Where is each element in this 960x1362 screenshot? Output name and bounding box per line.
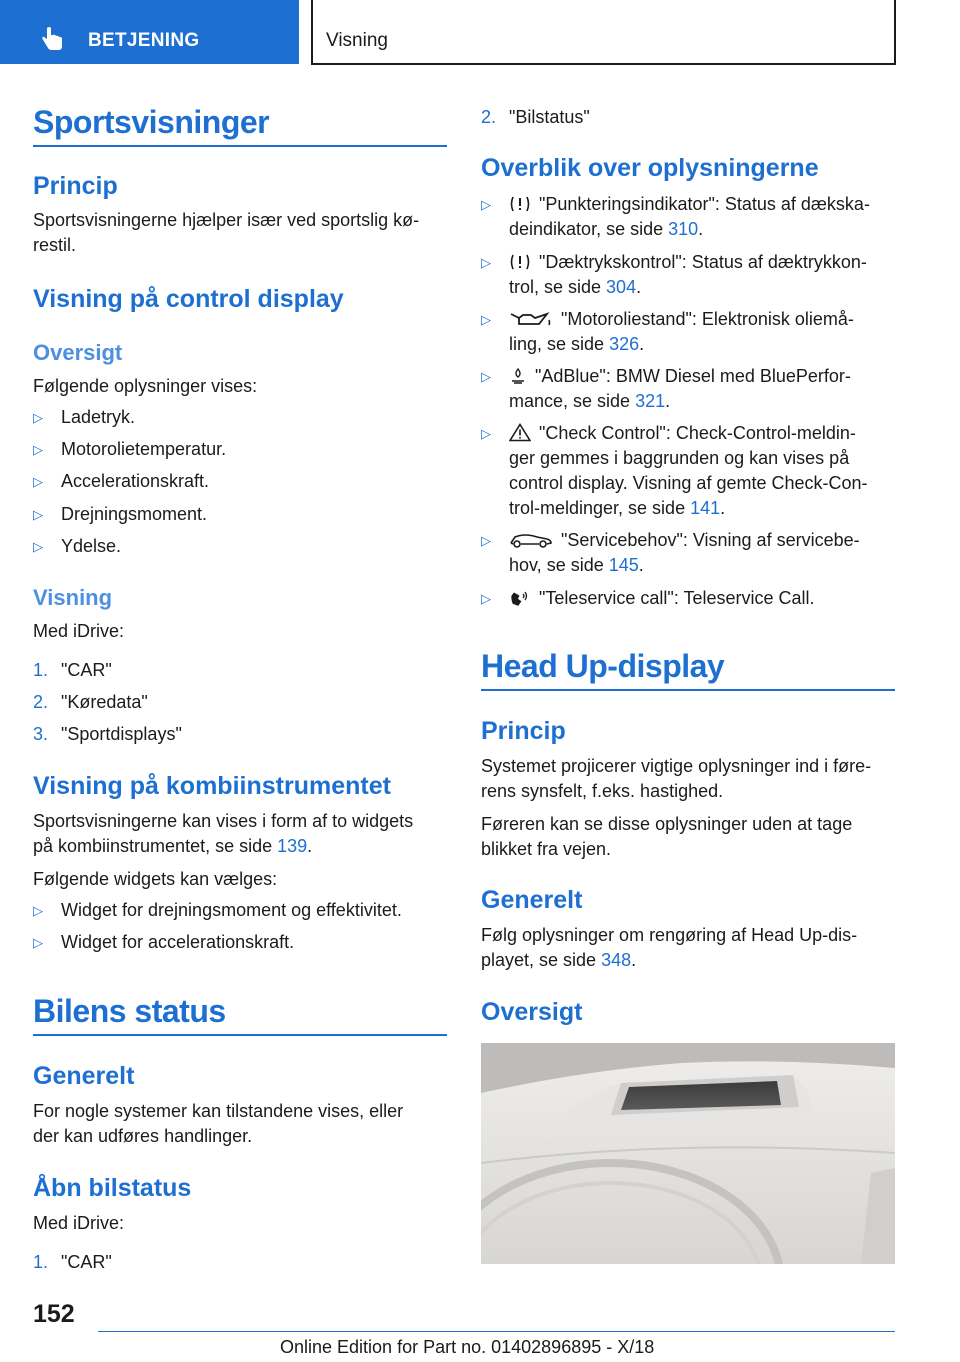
hud-oversigt-heading: Oversigt: [481, 998, 583, 1026]
page-title: Sportsvisninger: [33, 104, 270, 140]
oversigt-heading: Oversigt: [33, 340, 123, 365]
visning-intro: Med iDrive:: [33, 621, 125, 641]
hud-photo: [481, 1043, 895, 1264]
princip-text: Sportsvisningerne hjælper især ved sportslig kø- restil.: [33, 210, 420, 255]
service-car-icon: [509, 531, 553, 549]
oversigt-intro: Følgende oplysninger vises:: [33, 376, 258, 396]
hud-princip-heading: Princip: [481, 717, 566, 745]
status-title: Bilens status: [33, 993, 226, 1029]
control-display-heading: Visning på control display: [33, 285, 344, 313]
adblue-icon: [509, 367, 527, 385]
page-link[interactable]: 348: [601, 950, 632, 970]
hud-generelt-text: Følg oplysninger om rengøring af Head Up-dis- playet, se side 348.: [481, 925, 858, 970]
princip-heading: Princip: [33, 172, 118, 200]
kombi-text: Sportsvisningerne kan vises i form af to widgets på kombiinstrumentet, se side 139.: [33, 811, 414, 856]
hud-title: Head Up-display: [481, 648, 725, 684]
hud-rule: [481, 689, 895, 691]
page-number: 152: [33, 1300, 75, 1328]
oil-can-icon: [509, 310, 553, 328]
footer-rule: [98, 1331, 895, 1332]
hud-princip-text: Systemet projicerer vigtige oplysninger ind i føre- rens synsfelt, f.eks. hastighed.: [481, 756, 872, 801]
edition-text: Online Edition for Part no. 01402896895 - X/18: [280, 1337, 655, 1357]
aabn-intro: Med iDrive:: [33, 1213, 125, 1233]
aabn-heading: Åbn bilstatus: [33, 1174, 192, 1202]
section-tab: [0, 0, 299, 64]
overblik-heading: Overblik over oplysningerne: [481, 154, 819, 182]
teleservice-icon: [509, 589, 531, 607]
section-label: BETJENING: [88, 30, 200, 51]
visning-heading: Visning: [33, 585, 113, 610]
hand-pointer-icon: [40, 26, 66, 52]
generelt-heading: Generelt: [33, 1062, 135, 1090]
tire-warning-icon: [509, 253, 531, 271]
widgets-intro: Følgende widgets kan vælges:: [33, 869, 278, 889]
chapter-label: Visning: [326, 30, 388, 51]
status-rule: [33, 1034, 447, 1036]
kombi-heading: Visning på kombiinstrumentet: [33, 772, 391, 800]
chapter-box: [311, 0, 896, 65]
page-link[interactable]: 139: [277, 836, 308, 856]
generelt-text: For nogle systemer kan tilstandene vises, eller der kan udføres handlinger.: [33, 1101, 404, 1146]
tire-warning-icon: [509, 195, 531, 213]
hud-princip-text2: Føreren kan se disse oplysninger uden at tage blikket fra vejen.: [481, 814, 853, 859]
title-rule: [33, 145, 447, 147]
hud-generelt-heading: Generelt: [481, 886, 583, 914]
warning-triangle-icon: [509, 423, 531, 442]
hud-illustration: [481, 1043, 895, 1264]
